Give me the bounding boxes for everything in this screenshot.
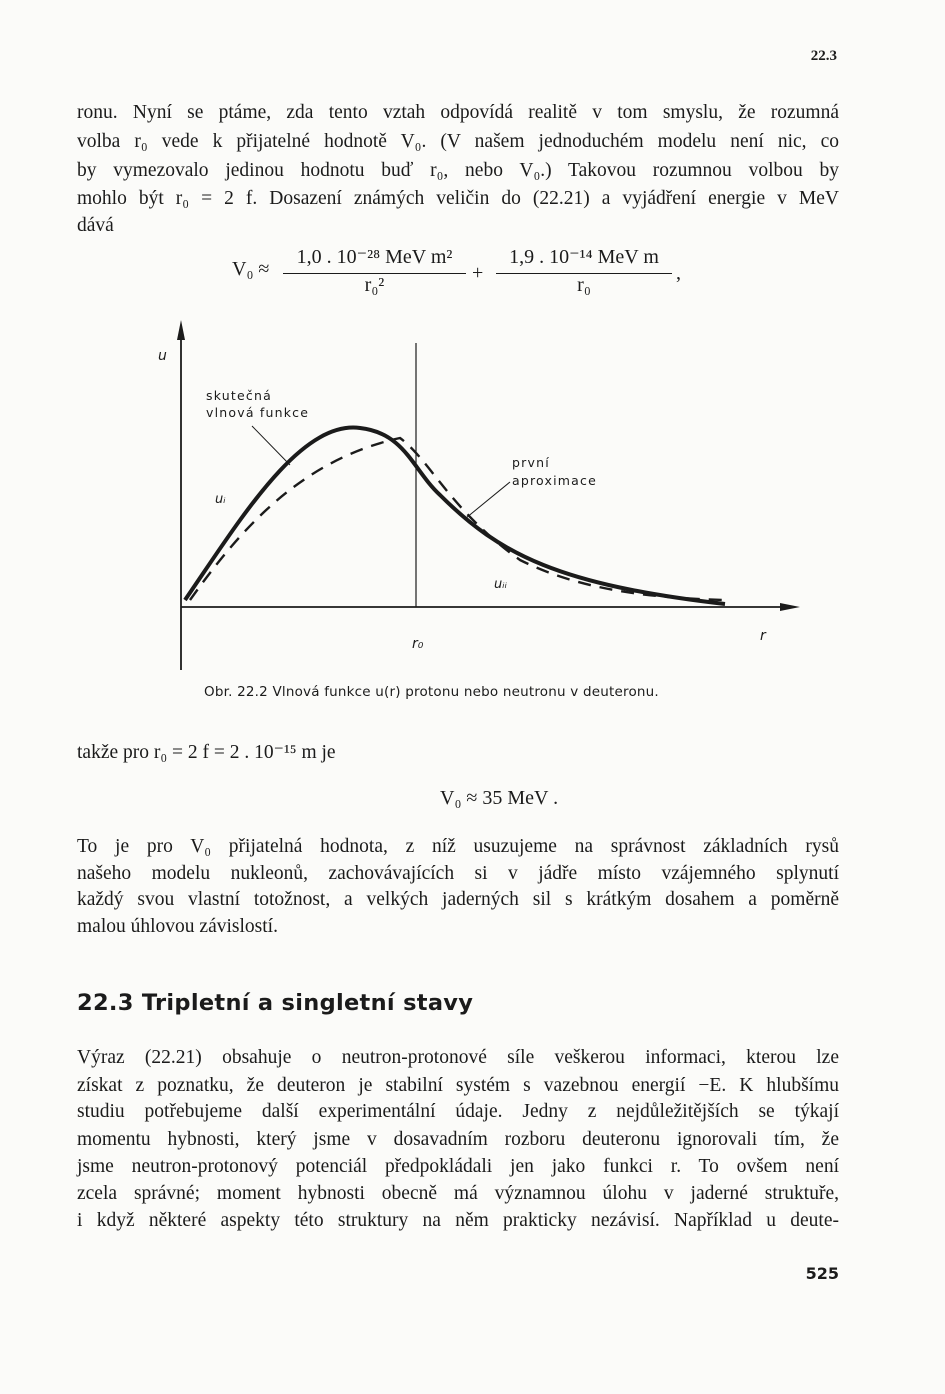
- paragraph-line: To je pro V₀ přijatelná hodnota, z níž usuzujeme na správnost základních rysů: [77, 836, 839, 857]
- paragraph-line: volba r₀ vede k přijatelné hodnotě V₀. (V našem jednoduchém modelu není nic, co: [77, 131, 839, 152]
- paragraph-line: našeho modelu nukleonů, zachovávajících si v jádře místo vzájemného splynutí: [77, 863, 839, 884]
- paragraph-line: získat z poznatku, že deuteron je stabilní systém s vazebnou energií −E. K hlubšímu: [77, 1075, 839, 1096]
- paragraph-line: dává: [77, 215, 114, 236]
- x-axis-arrow: [780, 603, 800, 611]
- paragraph-line: takže pro r₀ = 2 f = 2 . 10⁻¹⁵ m je: [77, 742, 336, 763]
- fraction-numerator: 1,9 . 10⁻¹⁴ MeV m: [509, 246, 659, 268]
- paragraph-line: momentu hybnosti, který jsme v dosavadním rozboru deuteronu ignorovali tím, že: [77, 1129, 839, 1150]
- equation-lhs: V₀ ≈: [232, 258, 270, 280]
- equation-fraction-2: [496, 244, 672, 297]
- equation-comma: ,: [676, 262, 681, 284]
- paragraph-line: ronu. Nyní se ptáme, zda tento vztah odpovídá realitě v tom smyslu, že rozumná: [77, 102, 839, 123]
- paragraph-line: i když některé aspekty této struktury na něm prakticky nezávisí. Například u deute-: [77, 1210, 839, 1231]
- leader-line-approximation: [466, 482, 510, 518]
- r0-label: r₀: [412, 636, 424, 652]
- section-number: 22.3: [810, 48, 837, 64]
- y-axis-arrow: [177, 320, 185, 340]
- label-u-inner: uᵢ: [215, 492, 226, 507]
- x-axis-label: r: [760, 628, 766, 644]
- paragraph-line: Výraz (22.21) obsahuje o neutron-protonové síle veškerou informaci, kterou lze: [77, 1047, 839, 1068]
- fraction-numerator: 1,0 . 10⁻²⁸ MeV m²: [296, 246, 453, 268]
- wave-function-figure: [140, 315, 820, 680]
- paragraph-line: malou úhlovou závislostí.: [77, 916, 278, 937]
- equation-result: V₀ ≈ 35 MeV .: [440, 787, 559, 809]
- label-first-line1: první: [512, 455, 550, 470]
- equation-fraction-1: [283, 244, 466, 297]
- leader-line-actual: [252, 426, 290, 465]
- page-number: 525: [805, 1264, 839, 1283]
- paragraph-line: by vymezovalo jedinou hodnotu buď r₀, nebo V₀.) Takovou rozumnou volbou by: [77, 160, 839, 181]
- figure-caption: Obr. 22.2 Vlnová funkce u(r) protonu nebo neutronu v deuteronu.: [204, 684, 659, 700]
- paragraph-line: zcela správné; moment hybnosti obecně má významnou úlohu v jaderné struktuře,: [77, 1183, 839, 1204]
- fraction-denominator: r₀: [577, 274, 591, 296]
- label-actual-line1: skutečná: [206, 388, 272, 403]
- fraction-denominator: r₀²: [364, 274, 385, 296]
- label-actual-line2: vlnová funkce: [206, 405, 310, 420]
- paragraph-line: mohlo být r₀ = 2 f. Dosazení známých veličin do (22.21) a vyjádření energie v MeV: [77, 188, 839, 209]
- paragraph-line: studiu potřebujeme další experimentální údaje. Jedny z nejdůležitějších se týkají: [77, 1101, 839, 1122]
- label-first-line2: aproximace: [512, 473, 597, 488]
- paragraph-line: každý svou vlastní totožnost, a velkých jaderných sil s krátkým dosahem a poměrně: [77, 889, 839, 910]
- first-approximation-curve: [190, 438, 725, 600]
- paragraph-line: jsme neutron-protonový potenciál předpokládali jen jako funkci r. To ovšem není: [77, 1156, 839, 1177]
- y-axis-label: u: [158, 348, 167, 364]
- equation-plus: +: [472, 262, 484, 284]
- section-heading: 22.3 Tripletní a singletní stavy: [77, 990, 474, 1016]
- label-u-outer: uᵢᵢ: [494, 577, 507, 592]
- actual-wave-function-curve: [185, 428, 725, 604]
